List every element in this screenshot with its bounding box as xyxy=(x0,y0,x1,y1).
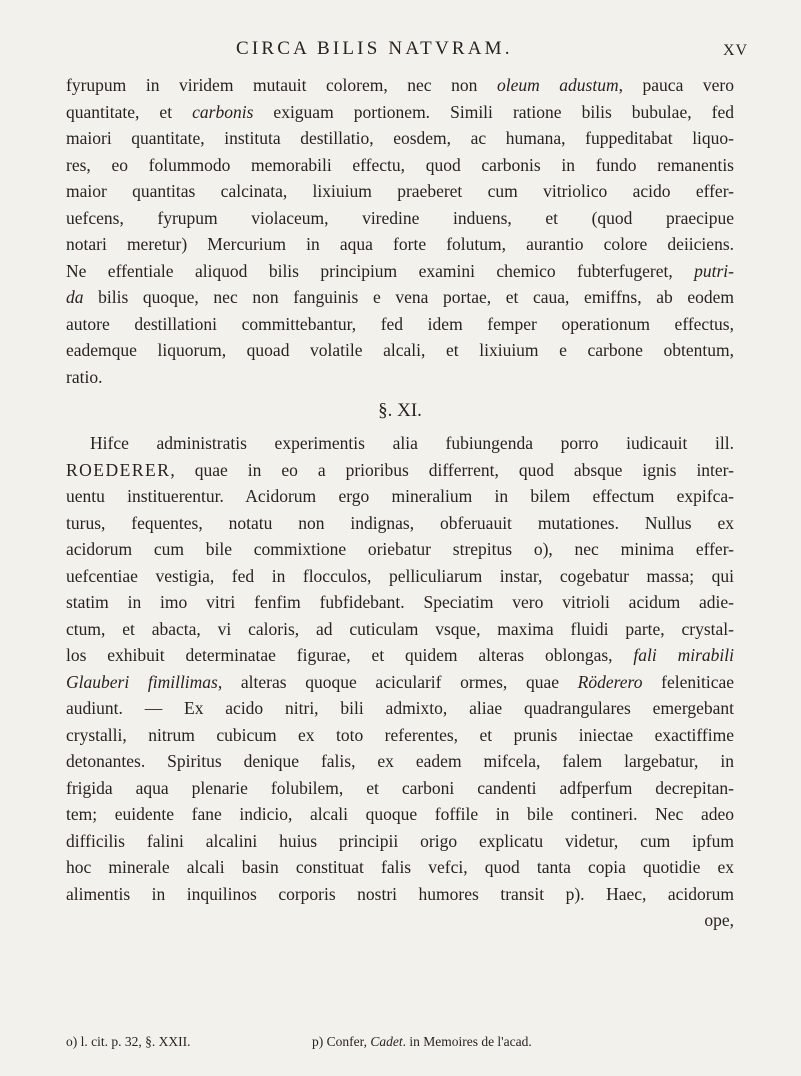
text-line: maiori quantitate, instituta destillatio, eosdem, ac humana, fuppeditabat liquo- xyxy=(66,128,734,148)
text-line: audiunt. — Ex acido nitri, bili admixto, aliae quadrangulares emergebant xyxy=(66,698,734,718)
page-header xyxy=(0,38,801,62)
text-line: frigida aqua plenarie folubilem, et carboni candenti adfperfum decrepitan- xyxy=(66,777,734,798)
text-line: Hifce administratis experimentis alia fubiungenda porro iudicauit ill. xyxy=(90,433,734,453)
text-line: turus, fequentes, notatu non indignas, obferuauit mutationes. Nullus ex xyxy=(66,512,734,533)
footnote-o: o) l. cit. p. 32, §. XXII. xyxy=(66,1034,191,1049)
text-line: Glauberi fimillimas, alteras quoque acicularif ormes, quae Röderero feleniticae xyxy=(66,671,734,692)
section-heading: §. XI. xyxy=(378,400,422,421)
text-line: difficilis falini alcalini huius principii origo explicatu videtur, cum ipfum xyxy=(66,830,734,851)
text-line: uefcentiae vestigia, fed in flocculos, pelliculiarum instar, cogebatur massa; qui xyxy=(66,565,734,586)
text-line: uefcens, fyrupum violaceum, viredine induens, et (quod praecipue xyxy=(66,207,734,228)
text-line: autore destillationi committebantur, fed idem femper operationum effectus, xyxy=(66,313,734,334)
text-line: fyrupum in viridem mutauit colorem, nec non oleum adustum, pauca vero xyxy=(66,75,734,95)
text-line: maior quantitas calcinata, lixiuium praeberet cum vitriolico acido effer- xyxy=(66,181,734,201)
footnote-p: p) Confer, Cadet. in Memoires de l'acad. xyxy=(312,1034,532,1049)
text-line: ctum, et abacta, vi caloris, ad cuticulam vsque, maxima fluidi parte, crystal- xyxy=(66,618,734,639)
text-line: los exhibuit determinatae figurae, et quidem alteras oblongas, fali mirabili xyxy=(66,645,734,665)
text-line: statim in imo vitri fenfim fubfidebant. Speciatim vero vitrioli acidum adie- xyxy=(66,592,734,612)
running-title: CIRCA BILIS NATVRAM. xyxy=(236,38,513,59)
text-line: quantitate, et carbonis exiguam portionem. Simili ratione bilis bubulae, fed xyxy=(66,101,734,122)
body-text xyxy=(66,72,734,934)
text-line: da bilis quoque, nec non fanguinis e vena portae, et caua, emiffns, ab eodem xyxy=(66,287,734,307)
text-line: acidorum cum bile commixtione oriebatur strepitus o), nec minima effer- xyxy=(66,539,734,559)
text-line: crystalli, nitrum cubicum ex toto referentes, et prunis iniectae exactiffime xyxy=(66,724,734,745)
text-line: hoc minerale alcali basin constituat falis vefci, quod tanta copia quotidie ex xyxy=(66,857,734,877)
text-line: detonantes. Spiritus denique falis, ex eadem mifcela, falem largebatur, in xyxy=(66,751,734,771)
page-number: XV xyxy=(723,42,749,59)
text-line: ROEDERER, quae in eo a prioribus differrent, quod absque ignis inter- xyxy=(66,459,734,480)
text-line: res, eo folummodo memorabili effectu, quod carbonis in fundo remanentis xyxy=(66,154,734,175)
text-line: eademque liquorum, quoad volatile alcali, et lixiuium e carbone obtentum, xyxy=(66,340,734,360)
text-line: alimentis in inquilinos corporis nostri humores transit p). Haec, acidorum xyxy=(66,883,734,904)
text-line: uentu instituerentur. Acidorum ergo mineralium in bilem effectum expifca- xyxy=(66,486,734,506)
catchword: ope, xyxy=(704,910,734,930)
text-line: ratio. xyxy=(66,366,103,387)
text-line: tem; euidente fane indicio, alcali quoque foffile in bile contineri. Nec adeo xyxy=(66,804,734,824)
text-line: Ne effentiale aliquod bilis principium examini chemico fubterfugeret, putri- xyxy=(66,260,734,281)
text-line: notari meretur) Mercurium in aqua forte folutum, aurantio colore deiiciens. xyxy=(66,234,734,254)
